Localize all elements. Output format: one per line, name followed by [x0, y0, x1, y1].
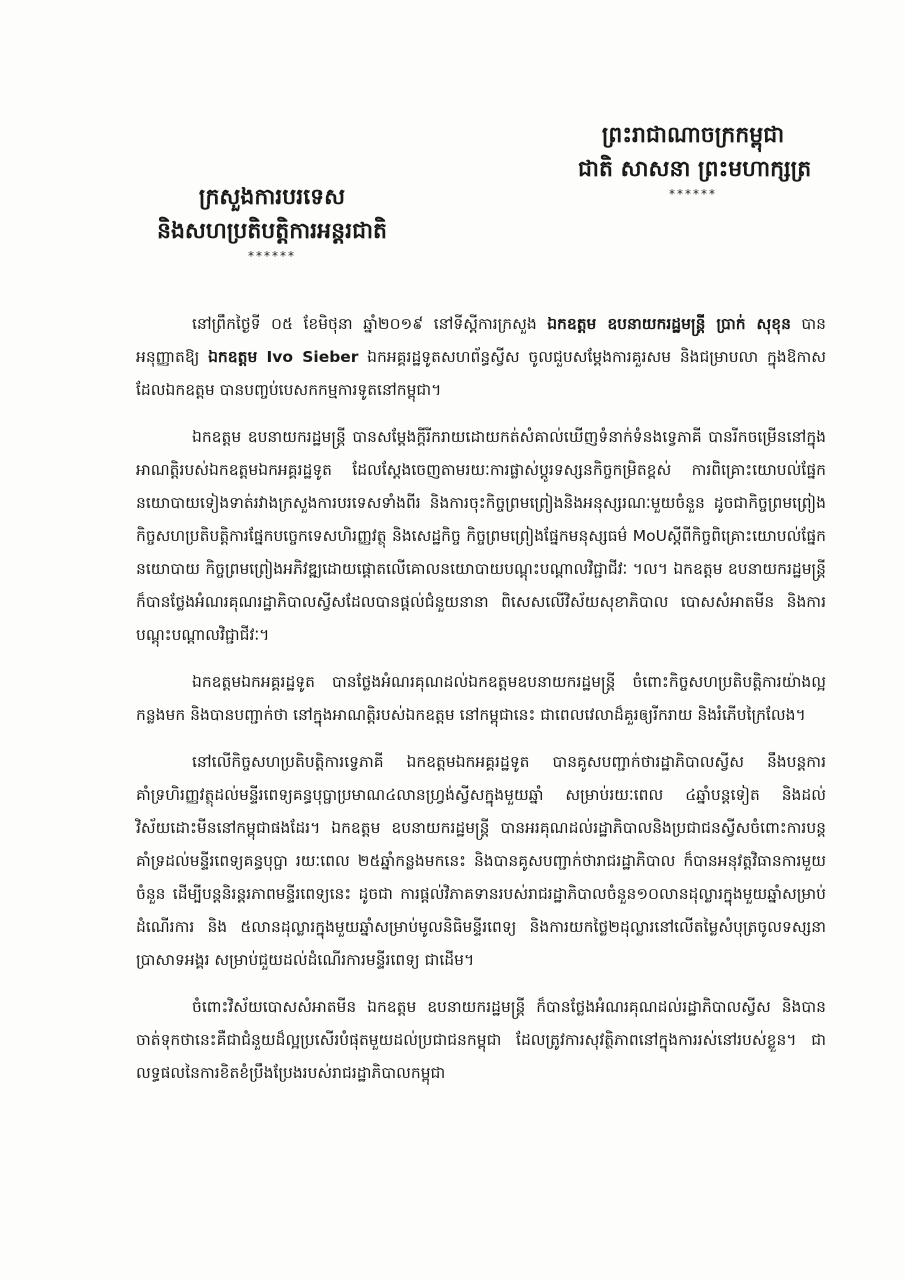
kingdom-stars-divider: ****** [669, 187, 717, 201]
paragraph-1-mid: បានអនុញ្ញាតឱ្យ [136, 315, 826, 366]
paragraph-1 [136, 308, 826, 407]
ministry-stars-divider: ****** [248, 249, 296, 263]
paragraph-1-pre: នៅព្រឹកថ្ងៃទី ០៥ ខែមិថុនា ឆ្នាំ២០១៩ នៅទីស្តីការក្រសួង [192, 315, 548, 333]
nation-religion-king: ជាតិ សាសនា ព្រះមហាក្សត្រ [578, 156, 812, 182]
paragraph-4: នៅលើកិច្ចសហប្រតិបត្តិការទ្វេភាគី ឯកឧត្តមឯកអគ្គរដ្ឋទូត បានគូសបញ្ជាក់ថារដ្ឋាភិបាលស្វីស នឹងបន្តការគាំទ្រហិរញ្ញវត្ថុដល់មន្ទីរពេទ្យគន្ធបុប្ផាប្រមាណ៤លានហ្វ្រង់ស្វីសក្នុងមួយឆ្នាំ សម្រាប់រយៈពេល ៤ឆ្នាំបន្តទៀត និងដល់វិស័យដោះមីននៅកម្ពុជាផងដែរ។ ឯកឧត្តម ឧបនាយករដ្ឋមន្ត្រី បានអរគុណដល់រដ្ឋាភិបាលនិងប្រជាជនស្វីសចំពោះការបន្តគាំទ្រដល់មន្ទីរពេទ្យគន្ធបុប្ផា រយៈពេល ២៥ឆ្នាំកន្លងមកនេះ និងបានគូសបញ្ជាក់ថារាជរដ្ឋាភិបាល ក៏បានអនុវត្តវិធានការមួយចំនួន ដើម្បីបន្តនិរន្តរភាពមន្ទីរពេទ្យនេះ ដូចជា ការផ្តល់វិភាគទានរបស់រាជរដ្ឋាភិបាលចំនួន១០លានដុល្លារក្នុងមួយឆ្នាំសម្រាប់ដំណើរការ និង ៥លានដុល្លារក្នុងមួយឆ្នាំសម្រាប់មូលនិធិមន្ទីរពេទ្យ និងការយកថ្លៃ២ដុល្លារនៅលើតម្លៃសំបុត្រចូលទស្សនាប្រាសាទអង្គរ សម្រាប់ជួយដល់ដំណើរការមន្ទីរពេទ្យ ជាដើម។ [136, 753, 826, 969]
ministry-name-line2: និងសហប្រតិបត្តិការអន្តរជាតិ [157, 218, 387, 244]
paragraph-3: ឯកឧត្តមឯកអគ្គរដ្ឋទូត បានថ្លែងអំណរគុណដល់ឯកឧត្តមឧបនាយករដ្ឋមន្ត្រី ចំពោះកិច្ចសហប្រតិបត្តិការយ៉ាងល្អកន្លងមក និងបានបញ្ជាក់ថា នៅក្នុងអាណត្តិរបស់ឯកឧត្តម នៅកម្ពុជានេះ ជាពេលវេលាដ៏គួរឲ្យរីករាយ និងរំភើបក្រៃលែង។ [136, 673, 826, 724]
press-release-body [136, 308, 826, 1104]
paragraph-1-bold-deputy-pm: ឯកឧត្តម ឧបនាយករដ្ឋមន្ត្រី ប្រាក់ សុខុន [547, 315, 791, 333]
paragraph-5: ចំពោះវិស័យបោសសំអាតមីន ឯកឧត្តម ឧបនាយករដ្ឋមន្ត្រី ក៏បានថ្លែងអំណរគុណដល់រដ្ឋាភិបាលស្វីស និងបានចាត់ទុកថានេះគឺជាជំនួយដ៏ល្អប្រសើរបំផុតមួយដល់ប្រជាជនកម្ពុជា ដែលត្រូវការសុវត្ថិភាពនៅក្នុងការរស់នៅរបស់ខ្លួន។ ជាលទ្ធផលនៃការខិតខំប្រឹងប្រែងរបស់រាជរដ្ឋាភិបាលកម្ពុជា [136, 998, 826, 1082]
kingdom-motto [578, 118, 812, 202]
paragraph-1-bold-ambassador: ឯកឧត្តម Ivo Sieber [208, 348, 359, 366]
paragraph-1-post: ឯកអគ្គរដ្ឋទូតសហព័ន្ធស្វីស ចូលជួបសម្តែងការគួរសម និងជម្រាបលា ក្នុងឱកាសដែលឯកឧត្តម បានបញ្ចប់បេសកកម្មការទូតនៅកម្ពុជា។ [136, 348, 826, 399]
paragraph-2: ឯកឧត្តម ឧបនាយករដ្ឋមន្ត្រី បានសម្តែងក្តីរីករាយដោយកត់សំគាល់ឃើញទំនាក់ទំនងទ្វេភាគី បានរីកចម្រើននៅក្នុងអាណត្តិរបស់ឯកឧត្តមឯកអគ្គរដ្ឋទូត ដែលស្តែងចេញតាមរយៈការផ្លាស់ប្តូរទស្សនកិច្ចកម្រិតខ្ពស់ ការពិគ្រោះយោបល់ផ្នែកនយោបាយទៀងទាត់រវាងក្រសួងការបរទេសទាំងពីរ និងការចុះកិច្ចព្រមព្រៀងនិងអនុស្សរណៈមួយចំនួន ដូចជាកិច្ចព្រមព្រៀងកិច្ចសហប្រតិបត្តិការផ្នែកបច្ចេកទេសហិរញ្ញវត្ថុ និងសេដ្ឋកិច្ច កិច្ចព្រមព្រៀងផ្នែកមនុស្សធម៌ MoUស្តីពីកិច្ចពិគ្រោះយោបល់ផ្នែកនយោបាយ កិច្ចព្រមព្រៀងអភិវឌ្ឍដោយផ្តោតលើគោលនយោបាយបណ្តុះបណ្តាលវិជ្ជាជីវៈ ។ល។ ឯកឧត្តម ឧបនាយករដ្ឋមន្ត្រី ក៏បានថ្លែងអំណរគុណរដ្ឋាភិបាលស្វីសដែលបានផ្តល់ជំនួយនានា ពិសេសលើវិស័យសុខាភិបាល បោសសំអាតមីន និងការបណ្តុះបណ្តាលវិជ្ជាជីវៈ។ [136, 428, 826, 644]
ministry-header [92, 180, 452, 264]
ministry-name-line1: ក្រសួងការបរទេស [198, 184, 346, 210]
kingdom-title: ព្រះរាជាណាចក្រកម្ពុជា [601, 122, 785, 148]
